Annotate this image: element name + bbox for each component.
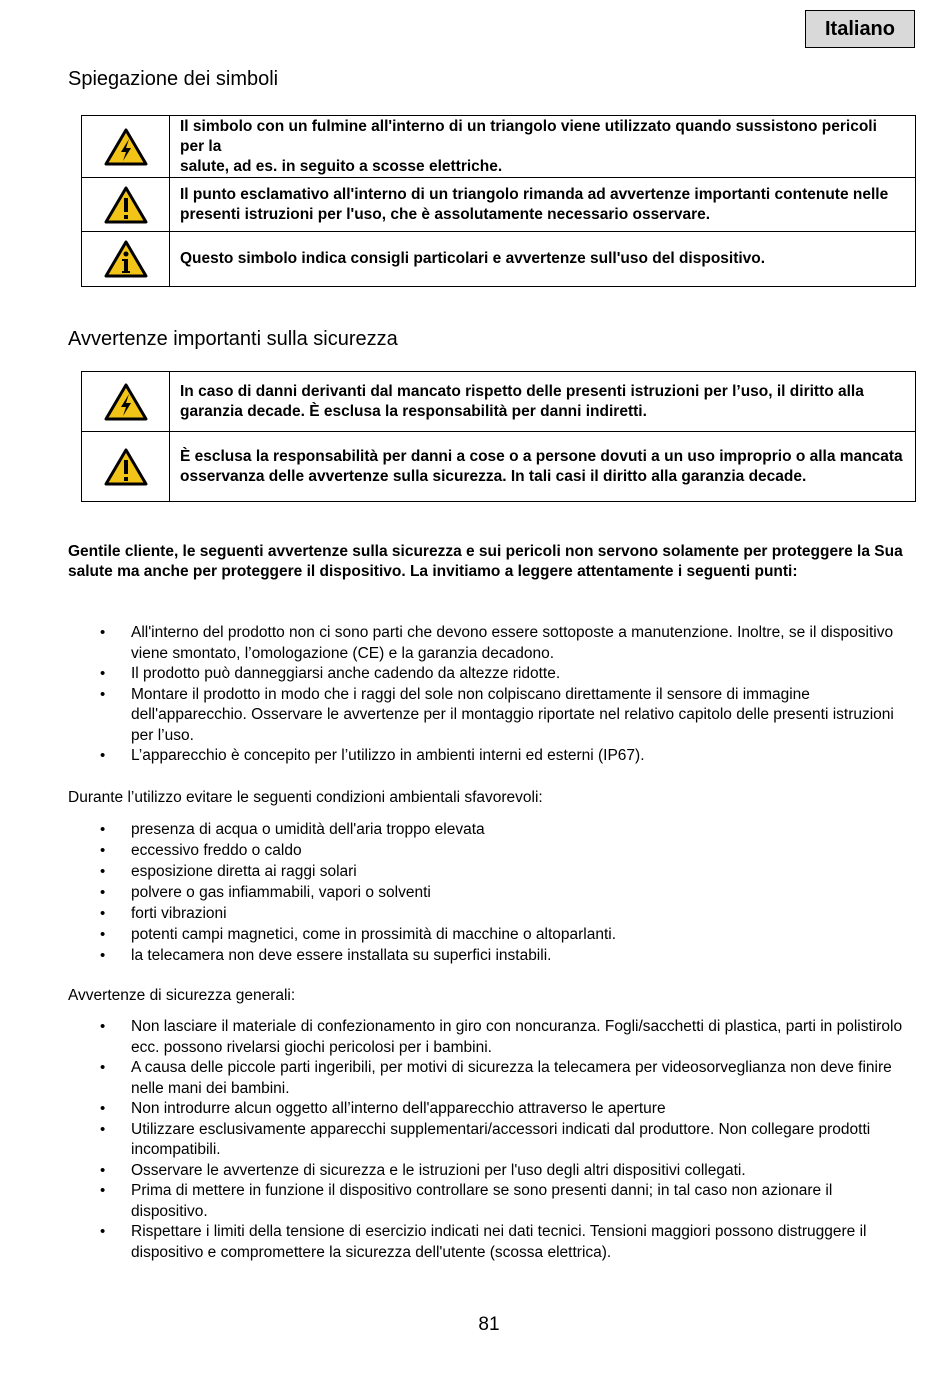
list-item	[68, 1222, 908, 1263]
list-item	[68, 1058, 908, 1099]
list-item-text: A causa delle piccole parti ingeribili, per motivi di sicurezza la telecamera per videosorveglianza non deve finire nelle mani dei bambini.	[131, 1059, 892, 1097]
symbol-row	[82, 116, 916, 178]
bullet: •	[100, 1161, 106, 1179]
symbols-table	[81, 115, 916, 287]
exclamation-warning-icon	[82, 178, 170, 232]
bullet: •	[100, 863, 106, 880]
list-item	[68, 840, 908, 861]
list-item	[68, 945, 908, 966]
bullet: •	[100, 1120, 106, 1138]
list-item-text: polvere o gas infiammabili, vapori o solventi	[131, 884, 431, 901]
maintenance-list	[68, 623, 908, 767]
bullet: •	[100, 1100, 106, 1117]
page-number: 81	[478, 1314, 500, 1335]
bullet: •	[100, 665, 106, 682]
safety-table	[81, 371, 916, 502]
bullet: •	[100, 947, 106, 964]
list-item-text: Rispettare i limiti della tensione di esercizio indicati nei dati tecnici. Tensioni maggiori possono distruggere il dispositivo e compromettere la sicurezza dell'utente (scossa elettrica).	[131, 1223, 867, 1261]
symbol-description	[170, 116, 916, 178]
lightning-warning-icon	[82, 116, 170, 178]
safety-row	[82, 432, 916, 502]
safety-description: È esclusa la responsabilità per danni a cose o a persone dovuti a un uso improprio o alla mancata osservanza delle avvertenze sulla sicurezza. In tali casi il diritto alla garanzia decade.	[170, 432, 916, 502]
section-title-symbols: Spiegazione dei simboli	[68, 68, 279, 90]
list-item-text: Non lasciare il materiale di confezionamento in giro con noncuranza. Fogli/sacchetti di plastica, parti in polistirolo ecc. possono rivelarsi giochi pericolosi per i bambini.	[131, 1018, 903, 1056]
intro-paragraph: Gentile cliente, le seguenti avvertenze sulla sicurezza e sui pericoli non servono solamente per proteggere la Sua salute ma anche per proteggere il dispositivo. La invitiamo a leggere attentamente i seguenti punti:	[68, 543, 903, 580]
list-item	[68, 819, 908, 840]
symbol-description: Questo simbolo indica consigli particolari e avvertenze sull'uso del dispositivo.	[170, 232, 916, 287]
conditions-heading: Durante l’utilizzo evitare le seguenti condizioni ambientali sfavorevoli:	[68, 789, 543, 806]
bullet: •	[100, 905, 106, 922]
list-item	[68, 664, 908, 685]
list-item-text: Osservare le avvertenze di sicurezza e le istruzioni per l'uso degli altri dispositivi collegati.	[131, 1161, 746, 1179]
bullet: •	[100, 926, 106, 943]
list-item	[68, 1017, 908, 1058]
list-item	[68, 746, 908, 767]
list-item	[68, 924, 908, 945]
list-item	[68, 882, 908, 903]
general-heading: Avvertenze di sicurezza generali:	[68, 987, 296, 1004]
list-item-text: potenti campi magnetici, come in prossimità di macchine o altoparlanti.	[131, 926, 617, 943]
list-item	[68, 1181, 908, 1222]
list-item-text: Il prodotto può danneggiarsi anche cadendo da altezze ridotte.	[131, 665, 561, 682]
list-item	[68, 1099, 908, 1120]
description-line: salute, ad es. in seguito a scosse elettriche.	[180, 157, 503, 175]
bullet: •	[100, 842, 106, 859]
list-item	[68, 623, 908, 664]
list-item	[68, 685, 908, 747]
bullet: •	[100, 884, 106, 901]
bullet: •	[100, 1223, 106, 1240]
bullet: •	[100, 624, 106, 641]
symbol-description: Il punto esclamativo all'interno di un triangolo rimanda ad avvertenze importanti contenute nelle presenti istruzioni per l'uso, che è assolutamente necessario osservare.	[170, 178, 916, 232]
list-item-text: Montare il prodotto in modo che i raggi del sole non colpiscano direttamente il sensore di immagine dell'apparecchio. Osservare le avvertenze per il montaggio riportate nel relativo capitolo delle presenti istruzioni per l’uso.	[131, 685, 894, 744]
bullet: •	[100, 821, 106, 838]
language-tab: Italiano	[805, 10, 915, 48]
list-item-text: forti vibrazioni	[131, 905, 227, 922]
safety-description: In caso di danni derivanti dal mancato rispetto delle presenti istruzioni per l’uso, il diritto alla garanzia decade. È esclusa la responsabilità per danni indiretti.	[170, 372, 916, 432]
list-item	[68, 1161, 908, 1182]
conditions-list	[68, 819, 908, 966]
description-line: Il simbolo con un fulmine all'interno di un triangolo viene utilizzato quando sussistono pericoli per la	[180, 117, 877, 155]
list-item-text: esposizione diretta ai raggi solari	[131, 863, 357, 880]
bullet: •	[100, 1018, 106, 1035]
list-item-text: L’apparecchio è concepito per l’utilizzo in ambienti interni ed esterni (IP67).	[131, 747, 645, 764]
list-item	[68, 1120, 908, 1161]
symbol-row	[82, 232, 916, 287]
list-item	[68, 903, 908, 924]
info-warning-icon	[82, 232, 170, 287]
list-item	[68, 861, 908, 882]
symbol-row	[82, 178, 916, 232]
list-item-text: Non introdurre alcun oggetto all’interno dell'apparecchio attraverso le aperture	[131, 1100, 666, 1117]
lightning-warning-icon	[82, 372, 170, 432]
bullet: •	[100, 685, 106, 703]
exclamation-warning-icon	[82, 432, 170, 502]
general-list	[68, 1017, 908, 1263]
safety-row	[82, 372, 916, 432]
bullet: •	[100, 747, 106, 764]
list-item-text: All'interno del prodotto non ci sono parti che devono essere sottoposte a manutenzione. Inoltre, se il dispositivo viene smontato, l’omologazione (CE) e la garanzia decadono.	[131, 624, 894, 662]
list-item-text: eccessivo freddo o caldo	[131, 842, 302, 859]
list-item-text: presenza di acqua o umidità dell'aria troppo elevata	[131, 821, 485, 838]
list-item-text: Utilizzare esclusivamente apparecchi supplementari/accessori indicati dal produttore. Non collegare prodotti incompatibili.	[131, 1120, 871, 1158]
section-title-safety: Avvertenze importanti sulla sicurezza	[68, 328, 398, 350]
bullet: •	[100, 1182, 106, 1199]
list-item-text: la telecamera non deve essere installata su superfici instabili.	[131, 947, 552, 964]
list-item-text: Prima di mettere in funzione il dispositivo controllare se sono presenti danni; in tal caso non azionare il dispositivo.	[131, 1182, 833, 1220]
bullet: •	[100, 1059, 106, 1076]
